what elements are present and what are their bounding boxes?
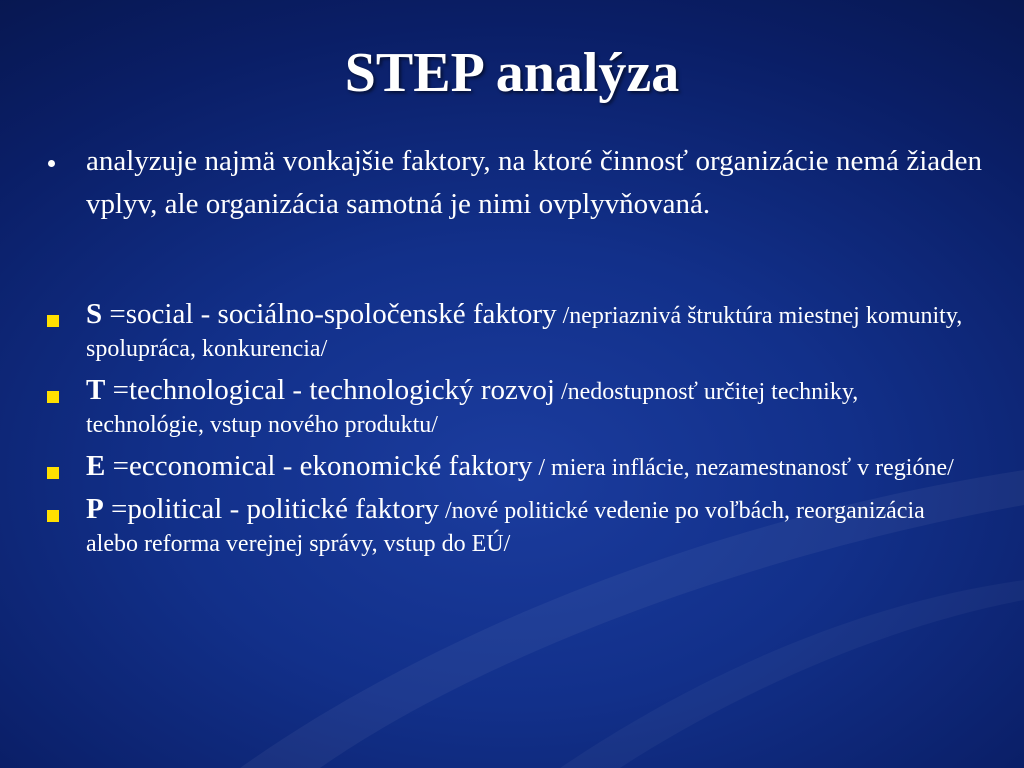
factor-letter: T (86, 374, 106, 406)
factor-detail: / miera inflácie, nezamestnanosť v regióne/ (532, 455, 954, 481)
factor-title: =ecconomical - ekonomické faktory (105, 450, 533, 482)
factor-detail: /nepriaznivá štruktúra miestnej komunity, spolupráca, konkurencia/ (86, 303, 963, 362)
factor-letter: E (86, 450, 106, 482)
bullet-list (42, 140, 982, 561)
intro-text: analyzuje najmä vonkajšie faktory, na ktoré činnosť organizácie nemá žiaden vplyv, ale organizácia samotná je nimi ovplyvňovaná. (86, 145, 982, 220)
factor-letter: P (86, 493, 104, 525)
factor-technological (42, 374, 982, 442)
square-bullet-icon (47, 315, 59, 327)
factor-detail: /nedostupnosť určitej techniky, technológie, vstup nového produktu/ (86, 379, 859, 438)
factor-political (42, 493, 982, 561)
slide-title: STEP analýza (344, 42, 680, 104)
factor-social (42, 298, 982, 366)
square-bullet-icon (47, 391, 59, 403)
factor-title: =political - politické faktory (103, 493, 439, 525)
square-bullet-icon (47, 467, 59, 479)
square-bullet-icon (47, 510, 59, 522)
factor-detail: /nové politické vedenie po voľbách, reorganizácia alebo reforma verejnej správy, vstup do EÚ/ (86, 498, 925, 557)
round-bullet-icon (48, 160, 55, 167)
intro-bullet (42, 140, 982, 226)
factor-title: =social - sociálno-spoločenské faktory (102, 298, 557, 330)
factor-letter: S (86, 298, 103, 330)
factor-title: =technological - technologický rozvoj (105, 374, 555, 406)
factor-economical (42, 450, 982, 485)
